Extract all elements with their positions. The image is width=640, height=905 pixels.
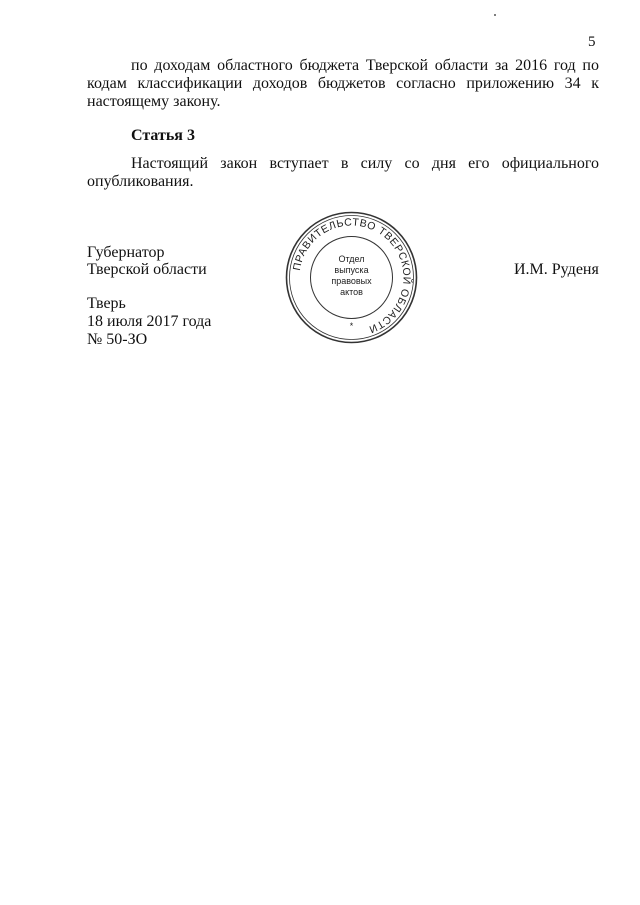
signing-date: 18 июля 2017 года — [87, 313, 212, 330]
signer-position-title: Губернатор — [87, 244, 165, 261]
seal-center-line: правовых — [331, 276, 372, 286]
seal-center-line: Отдел — [338, 254, 365, 264]
paragraph-entry-into-force — [87, 155, 599, 191]
scan-speck — [494, 14, 496, 16]
paragraph-line: Настоящий закон вступает в силу со дня его официального — [131, 155, 599, 172]
seal-ring-text: ПРАВИТЕЛЬСТВО ТВЕРСКОЙ ОБЛАСТИ — [290, 216, 413, 336]
signer-name: И.М. Руденя — [514, 261, 599, 278]
article-heading: Статья 3 — [131, 127, 195, 144]
paragraph-line: настоящему закону. — [87, 93, 221, 110]
paragraph-budget-income — [87, 57, 599, 111]
seal-stamp-graphic — [284, 210, 419, 345]
official-seal — [284, 210, 419, 345]
seal-center-line: выпуска — [334, 265, 369, 275]
paragraph-line: опубликования. — [87, 173, 194, 190]
seal-star: * — [349, 321, 354, 331]
law-number: № 50-ЗО — [87, 331, 148, 348]
paragraph-line: по доходам областного бюджета Тверской области за 2016 год по — [131, 57, 599, 74]
seal-center-line: актов — [340, 287, 363, 297]
signing-city: Тверь — [87, 295, 126, 312]
signer-position-region: Тверской области — [87, 261, 207, 278]
page-number: 5 — [588, 34, 596, 50]
paragraph-line: кодам классификации доходов бюджетов согласно приложению 34 к — [87, 75, 599, 92]
